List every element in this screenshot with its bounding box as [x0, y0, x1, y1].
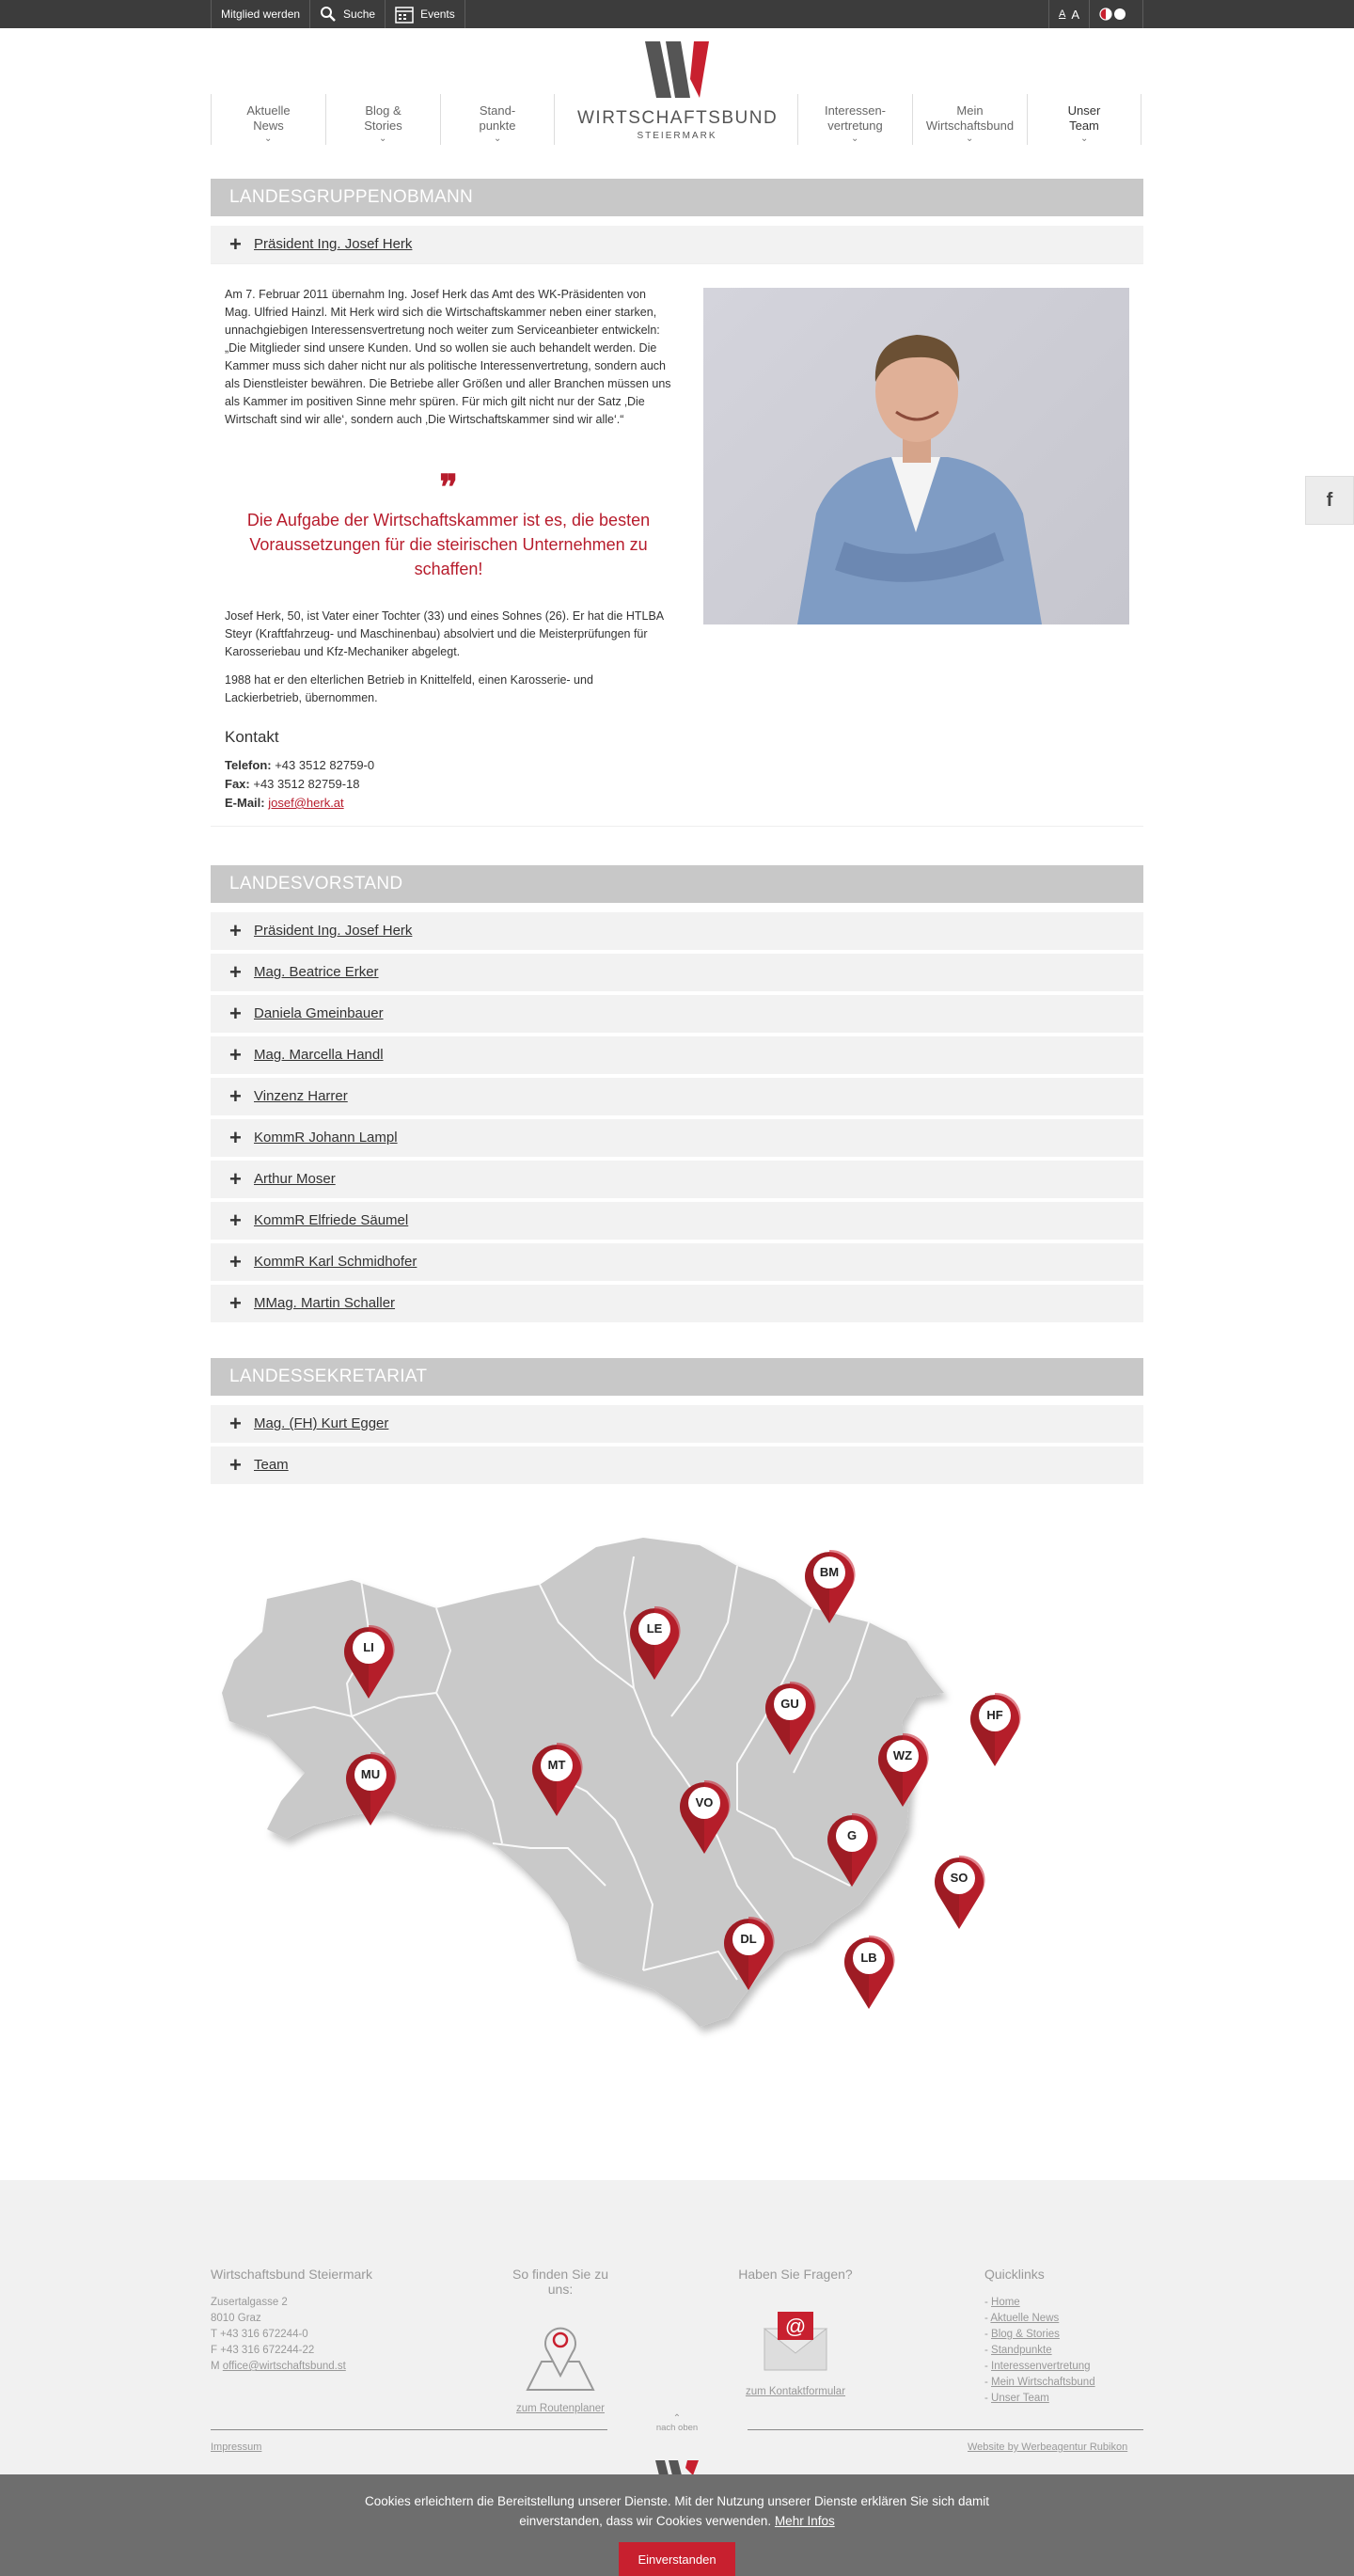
footer-address — [211, 2295, 372, 2375]
accordion-label: Daniela Gmeinbauer — [254, 1005, 384, 1021]
chevron-down-icon: ⌄ — [379, 134, 387, 144]
accordion-item[interactable] — [211, 1446, 1143, 1484]
address-line: Zusertalgasse 2 — [211, 2297, 288, 2308]
nav-interessen-label: Interessen- vertretung — [824, 103, 887, 133]
quicklink-item: - Home — [984, 2297, 1020, 2308]
map-pin-so[interactable] — [932, 1850, 986, 1931]
nav-item-standpunkte[interactable] — [440, 94, 555, 145]
phone-label: Telefon: — [225, 758, 272, 772]
font-large-button[interactable]: A — [1071, 7, 1080, 22]
divider — [211, 263, 1143, 264]
map-marker-icon — [968, 1687, 1022, 1768]
accordion-item[interactable] — [211, 1078, 1143, 1115]
accordion-label: Vinzenz Harrer — [254, 1088, 348, 1104]
section-header-sekretariat: LANDESSEKRETARIAT — [211, 1358, 1143, 1396]
contrast-icon — [1099, 8, 1133, 21]
quicklink-item: - Aktuelle News — [984, 2313, 1060, 2324]
accordion-label: Mag. (FH) Kurt Egger — [254, 1415, 389, 1431]
routenplaner-link[interactable]: zum Routenplaner — [516, 2403, 605, 2414]
back-to-top[interactable] — [649, 2415, 705, 2433]
accordion-item[interactable] — [211, 1405, 1143, 1443]
map-marker-icon — [763, 1676, 817, 1757]
plus-icon: + — [229, 1002, 242, 1025]
map-marker-icon — [529, 1737, 584, 1818]
quicklink-mein-wb[interactable]: Mein Wirtschaftsbund — [991, 2377, 1095, 2388]
nav-item-mein-wb[interactable] — [912, 94, 1027, 145]
address-line: F +43 316 672244-22 — [211, 2345, 315, 2356]
plus-icon: + — [229, 1126, 242, 1149]
events-label: Events — [420, 8, 455, 21]
footer-col-route — [498, 2267, 622, 2417]
site-logo[interactable] — [577, 41, 777, 145]
plus-icon: + — [229, 1412, 242, 1435]
footer-logo-mark — [652, 2460, 702, 2475]
back-to-top-link[interactable]: nach oben — [655, 2423, 699, 2433]
map-pin-g[interactable] — [825, 1808, 879, 1889]
plus-icon: + — [229, 960, 242, 984]
map-pin-dl[interactable] — [721, 1911, 776, 1992]
accordion-label: MMag. Martin Schaller — [254, 1295, 396, 1311]
plus-icon: + — [229, 232, 242, 256]
accordion-label: KommR Johann Lampl — [254, 1130, 398, 1146]
nav-standpunkte-label: Stand- punkte — [479, 103, 516, 133]
chevron-up-icon: ⌃ — [672, 2413, 682, 2424]
contact-email — [225, 796, 344, 810]
accordion-label: Mag. Marcella Handl — [254, 1047, 384, 1063]
cookie-accept-button[interactable]: Einverstanden — [619, 2542, 735, 2576]
map-pin-icon — [518, 2310, 603, 2394]
quicklink-item: - Interessenvertretung — [984, 2361, 1091, 2372]
accordion-item[interactable] — [211, 1119, 1143, 1157]
chevron-down-icon: ⌄ — [494, 134, 502, 144]
map-marker-icon — [343, 1746, 398, 1827]
fax-label: Fax: — [225, 777, 250, 791]
accordion-label: KommR Elfriede Säumel — [254, 1212, 409, 1228]
footer-org-title: Wirtschaftsbund Steiermark — [211, 2267, 372, 2282]
facebook-icon: f — [1326, 490, 1333, 511]
styria-district-map — [211, 1528, 1113, 2149]
accordion-label: Arthur Moser — [254, 1171, 336, 1187]
contact-heading: Kontakt — [225, 728, 279, 746]
map-pin-li[interactable] — [341, 1620, 396, 1700]
contrast-toggle[interactable] — [1089, 0, 1143, 28]
map-marker-icon — [677, 1775, 732, 1856]
accordion-item[interactable] — [211, 226, 1143, 263]
logo-name: WIRTSCHAFTSBUND — [577, 108, 779, 128]
map-pin-bm[interactable] — [802, 1544, 857, 1625]
nav-team-label: Unser Team — [1067, 103, 1101, 133]
plus-icon: + — [229, 1209, 242, 1232]
map-marker-icon — [932, 1850, 986, 1931]
plus-icon: + — [229, 1084, 242, 1108]
quicklink-item: - Unser Team — [984, 2393, 1049, 2404]
contact-fax — [225, 777, 359, 791]
accordion-label: Mag. Beatrice Erker — [254, 964, 379, 980]
accordion-item[interactable] — [211, 954, 1143, 991]
quote-text: Die Aufgabe der Wirtschaftskammer ist es, die besten Voraussetzungen für die steirischen Unternehmen zu schaffen! — [246, 511, 651, 578]
fax-value: +43 3512 82759-18 — [249, 777, 360, 791]
mail-prefix: M — [211, 2361, 223, 2372]
map-pin-label: VO — [695, 1795, 714, 1810]
map-pin-hf[interactable] — [968, 1687, 1022, 1768]
accordion-item[interactable] — [211, 1161, 1143, 1198]
map-marker-icon — [825, 1808, 879, 1889]
map-marker-icon — [627, 1601, 682, 1682]
email-link[interactable]: josef@herk.at — [268, 796, 344, 810]
cookie-text-line: Cookies erleichtern die Bereitstellung unserer Dienste. Mit der Nutzung unserer Dienste erklären Sie sich damit — [364, 2494, 990, 2508]
plus-icon: + — [229, 1043, 242, 1067]
kontaktformular-link[interactable]: zum Kontaktformular — [745, 2386, 846, 2397]
email-envelope-icon — [753, 2295, 838, 2376]
map-pin-label: BM — [819, 1565, 840, 1579]
search-link[interactable] — [309, 0, 385, 28]
section-header-obmann: LANDESGRUPPENOBMANN — [211, 179, 1143, 216]
footer-col-questions — [733, 2267, 858, 2400]
quicklink-home[interactable]: Home — [991, 2297, 1020, 2308]
font-small-button[interactable]: A — [1059, 8, 1066, 20]
member-link[interactable] — [211, 0, 309, 28]
member-link-label: Mitglied werden — [221, 8, 301, 21]
address-line: 8010 Graz — [211, 2313, 261, 2324]
section-header-vorstand: LANDESVORSTAND — [211, 865, 1143, 903]
footer-divider — [211, 2429, 607, 2430]
accordion-label: Präsident Ing. Josef Herk — [254, 236, 413, 252]
nav-item-blog[interactable] — [325, 94, 440, 145]
footer-questions-title: Haben Sie Fragen? — [738, 2267, 853, 2282]
cookie-text-part: einverstanden, dass wir Cookies verwenden. — [519, 2514, 772, 2528]
accordion-item[interactable] — [211, 1202, 1143, 1240]
divider — [211, 826, 1143, 827]
search-label: Suche — [343, 8, 376, 21]
footer-col-org — [211, 2267, 372, 2375]
logo-region: STEIERMARK — [637, 131, 717, 141]
footer-route-title: So finden Sie zu uns: — [512, 2267, 608, 2297]
contact-phone — [225, 758, 374, 772]
map-pin-vo[interactable] — [677, 1775, 732, 1856]
nav-item-news[interactable] — [211, 94, 325, 145]
cookie-banner — [0, 2474, 1354, 2576]
accordion-label: Team — [254, 1457, 289, 1473]
quicklink-item: - Blog & Stories — [984, 2329, 1060, 2340]
map-pin-le[interactable] — [627, 1601, 682, 1682]
quicklink-interessen[interactable]: Interessenvertretung — [991, 2361, 1091, 2372]
main-nav-right — [797, 94, 1141, 150]
address-line: T +43 316 672244-0 — [211, 2329, 308, 2340]
map-pin-label: SO — [950, 1871, 968, 1885]
quicklink-news[interactable]: Aktuelle News — [990, 2313, 1060, 2324]
wirtschaftsbund-logo-mark — [639, 41, 715, 98]
nav-news-label: Aktuelle News — [246, 103, 291, 133]
chevron-down-icon: ⌄ — [851, 134, 859, 144]
footer-col-quicklinks — [984, 2267, 1095, 2407]
map-pin-label: HF — [986, 1708, 1003, 1722]
plus-icon: + — [229, 1167, 242, 1191]
quicklink-item: - Standpunkte — [984, 2345, 1052, 2356]
map-marker-icon — [842, 1930, 896, 2011]
map-pin-label: LI — [363, 1640, 374, 1654]
map-pin-label: LE — [646, 1621, 663, 1636]
main-nav-left — [211, 94, 555, 150]
map-pin-wz[interactable] — [875, 1728, 930, 1809]
plus-icon: + — [229, 1291, 242, 1315]
map-pin-label: LB — [860, 1951, 877, 1965]
search-icon — [320, 6, 337, 23]
portrait-photo — [703, 288, 1129, 624]
facebook-side-button[interactable] — [1305, 476, 1354, 525]
map-pin-mt[interactable] — [529, 1737, 584, 1818]
map-pin-label: MT — [547, 1758, 566, 1772]
impressum-link[interactable]: Impressum — [211, 2442, 262, 2453]
cookie-more-link[interactable]: Mehr Infos — [774, 2514, 835, 2528]
cookie-text-line — [0, 2511, 1354, 2531]
nav-item-interessen[interactable] — [797, 94, 912, 145]
accordion-item[interactable] — [211, 1285, 1143, 1322]
person-portrait-image — [703, 288, 1129, 624]
map-marker-icon — [802, 1544, 857, 1625]
nav-blog-label: Blog & Stories — [364, 103, 402, 133]
plus-icon: + — [229, 1250, 242, 1273]
bio-paragraph: 1988 hat er den elterlichen Betrieb in Knittelfeld, einen Karosserie- und Lackierbetrieb, übernommen. — [225, 673, 593, 704]
address-line — [211, 2359, 372, 2375]
footer-quicklinks-title: Quicklinks — [984, 2267, 1045, 2282]
map-pin-label: MU — [360, 1767, 381, 1781]
agency-credit-link[interactable]: Website by Werbeagentur Rubikon — [968, 2442, 1128, 2453]
quote-block — [225, 470, 672, 581]
font-size-switch — [1048, 0, 1089, 28]
map-marker-icon — [875, 1728, 930, 1809]
map-pin-label: WZ — [892, 1748, 913, 1762]
map-pin-mu[interactable] — [343, 1746, 398, 1827]
accordion-label: Präsident Ing. Josef Herk — [254, 923, 413, 939]
quote-icon: ❞ — [439, 468, 458, 506]
map-pin-label: G — [846, 1828, 858, 1842]
bio-paragraph: Josef Herk, 50, ist Vater einer Tochter (33) und eines Sohnes (26). Er hat die HTLBA Steyr (Kraftfahrzeug- und Maschinenbau) absolviert und die Meisterprüfungen für Karosseriebau und Kfz-Mechaniker abgelegt. — [225, 609, 664, 658]
nav-item-team[interactable] — [1027, 94, 1141, 145]
accordion-item[interactable] — [211, 1243, 1143, 1281]
map-pin-gu[interactable] — [763, 1676, 817, 1757]
footer-divider — [748, 2429, 1143, 2430]
map-pin-label: GU — [780, 1697, 799, 1711]
chevron-down-icon: ⌄ — [264, 134, 273, 144]
phone-value: +43 3512 82759-0 — [271, 758, 375, 772]
plus-icon: + — [229, 919, 242, 942]
chevron-down-icon: ⌄ — [966, 134, 974, 144]
accordion-label: KommR Karl Schmidhofer — [254, 1254, 417, 1270]
accordion-item[interactable] — [211, 912, 1143, 950]
map-pin-label: DL — [740, 1932, 757, 1946]
quicklink-item: - Mein Wirtschaftsbund — [984, 2377, 1095, 2388]
quicklink-team[interactable]: Unser Team — [991, 2393, 1049, 2404]
quicklink-standpunkte[interactable]: Standpunkte — [991, 2345, 1052, 2356]
accordion-item[interactable] — [211, 1036, 1143, 1074]
events-link[interactable] — [385, 0, 465, 28]
top-bar — [0, 0, 1354, 28]
accordion-item[interactable] — [211, 995, 1143, 1033]
quicklinks-list — [984, 2295, 1095, 2407]
quicklink-blog[interactable]: Blog & Stories — [991, 2329, 1060, 2340]
svg-text:@: @ — [784, 2315, 807, 2338]
plus-icon: + — [229, 1453, 242, 1477]
email-label: E-Mail: — [225, 796, 265, 810]
map-marker-icon — [721, 1911, 776, 1992]
map-pin-lb[interactable] — [842, 1930, 896, 2011]
cookie-text — [0, 2474, 1354, 2531]
calendar-icon — [395, 5, 414, 24]
map-marker-icon — [341, 1620, 396, 1700]
footer-email-link[interactable]: office@wirtschaftsbund.st — [222, 2361, 346, 2372]
nav-mein-wb-label: Mein Wirtschaftsbund — [925, 103, 1015, 133]
chevron-down-icon: ⌄ — [1080, 134, 1089, 144]
profile-intro: Am 7. Februar 2011 übernahm Ing. Josef Herk das Amt des WK-Präsidenten von Mag. Ulfried Hainzl. Mit Herk wird sich die Wirtschaftskammer neben einer starken, unnachgiebigen Interessensvertretung noch weiter zum Serviceanbieter entwickeln: „Die Mitglieder sind unsere Kunden. Und so wollen sie auch behandelt werden. Die Kammer muss sich daher nicht nur als politische Interessenvertretung, sondern auch als Dienstleister bewähren. Die Betriebe aller Größen und aller Branchen müssen uns als Kammer im positiven Sinne mehr spüren. Für mich gilt nicht nur der Satz ‚Die Wirtschaft sind wir alle‘, sondern auch ‚Die Wirtschaftskammer sind wir alle‘.“ — [225, 288, 671, 426]
